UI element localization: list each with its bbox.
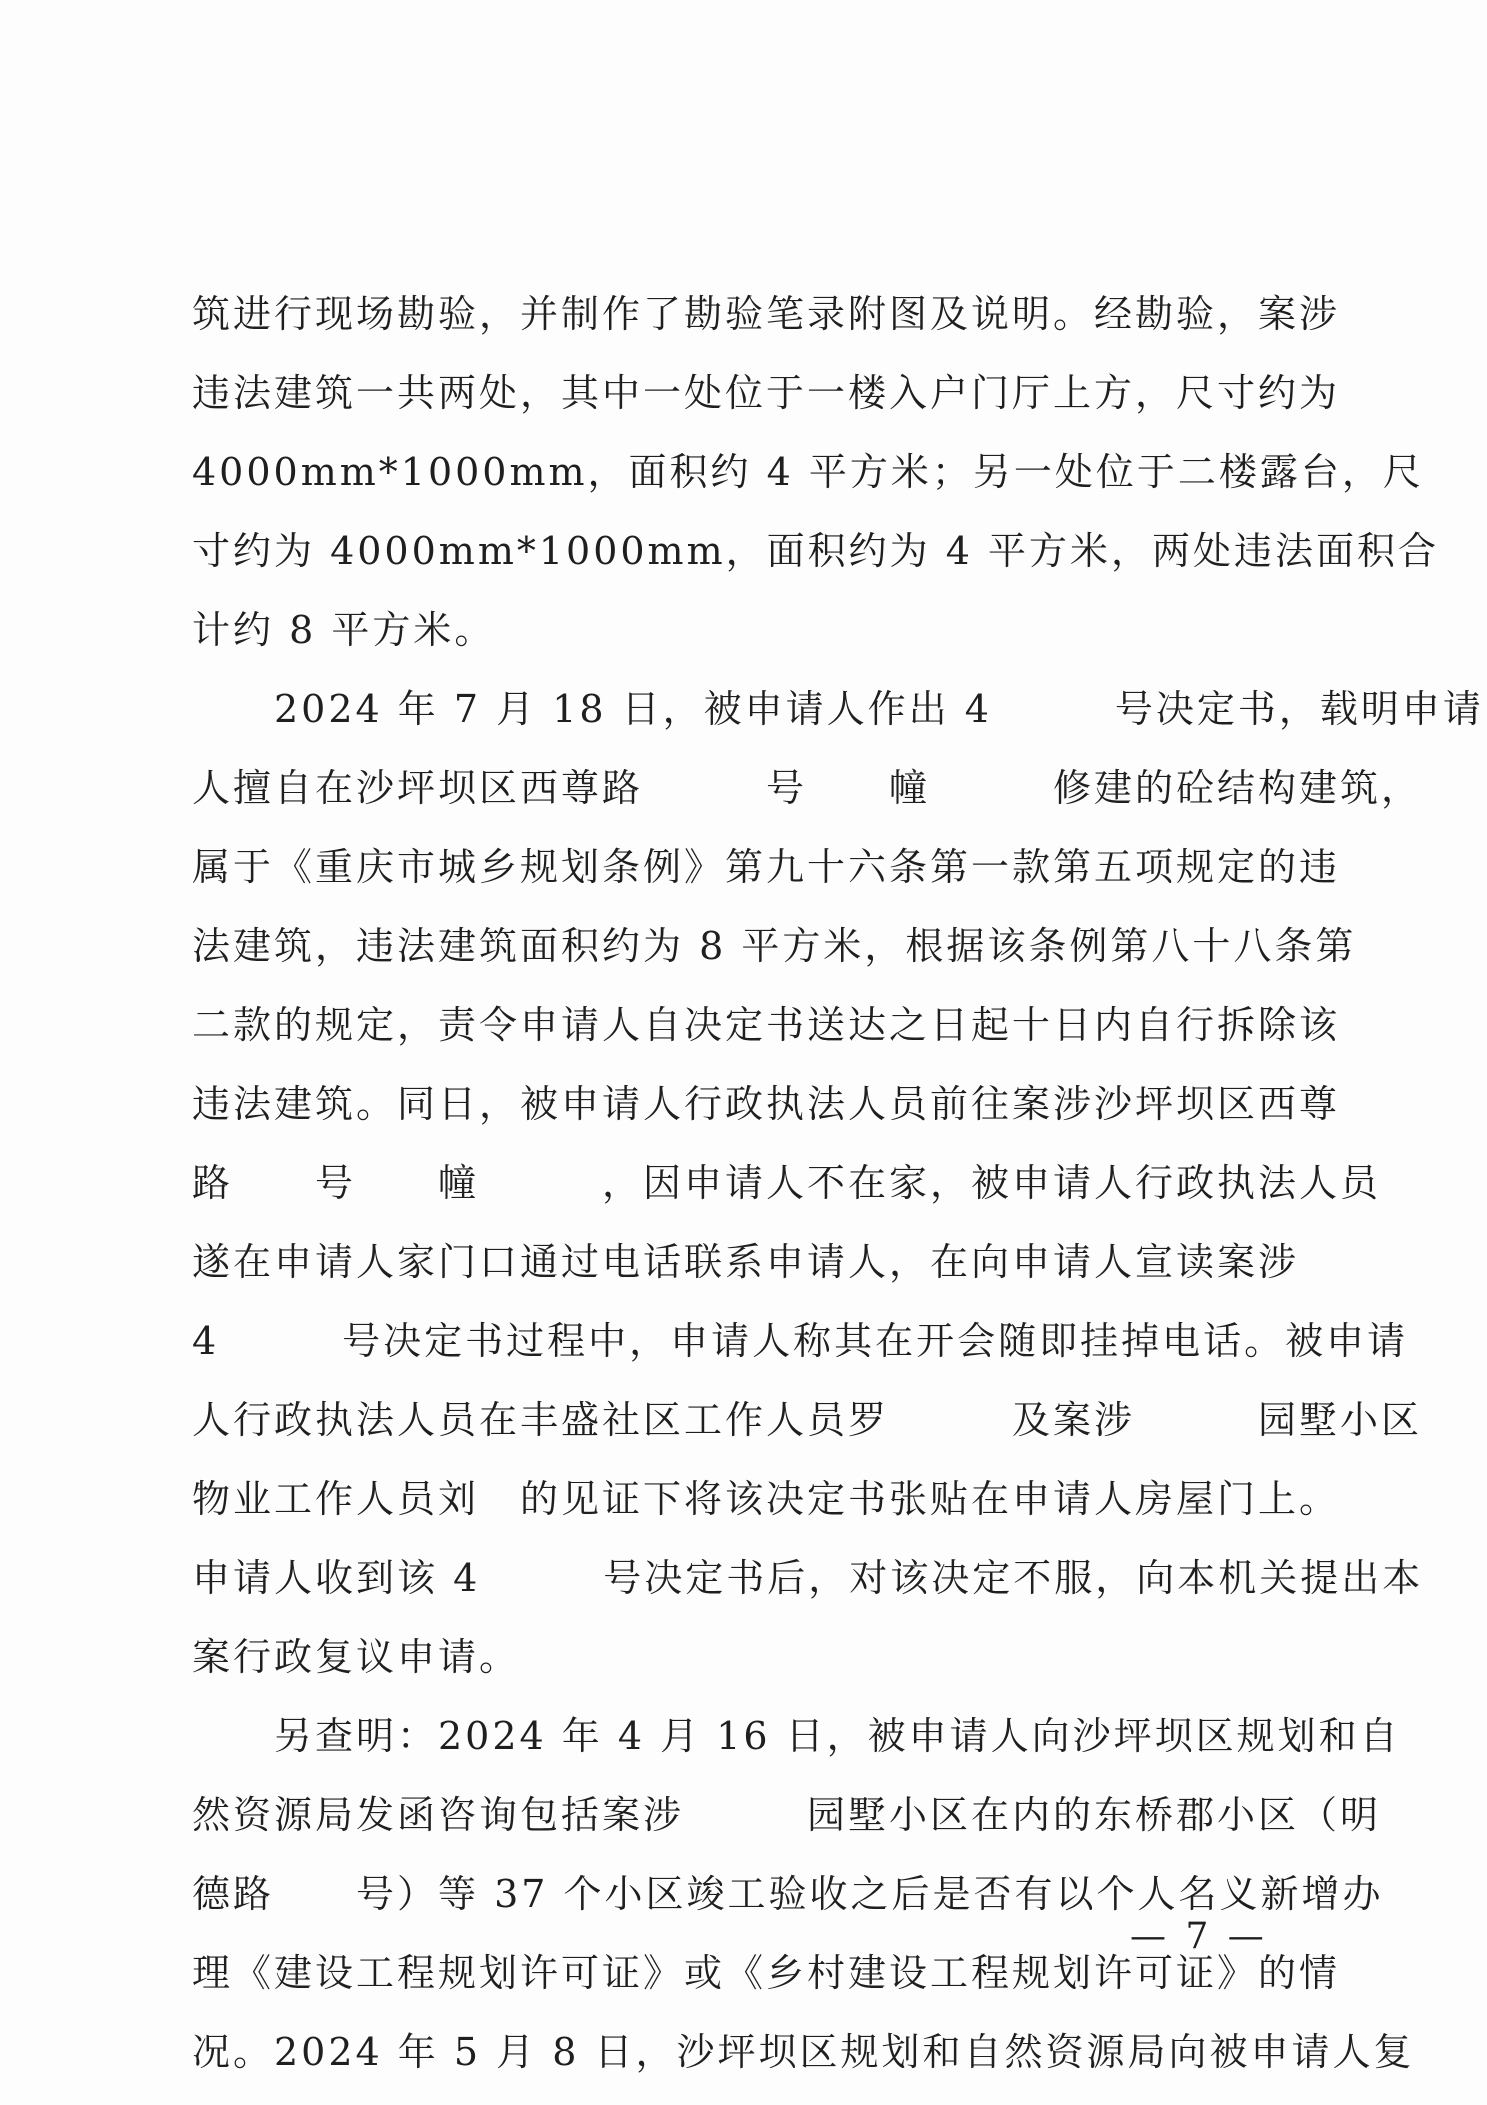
text-line: 属于《重庆市城乡规划条例》第九十六条第一款第五项规定的违 xyxy=(192,845,1341,889)
text-line: 2024 年 7 月 18 日，被申请人作出 4 号决定书，载明申请 xyxy=(192,687,1484,731)
text-line: 违法建筑。同日，被申请人行政执法人员前往案涉沙坪坝区西尊 xyxy=(192,1082,1341,1126)
text-line: 法建筑，违法建筑面积约为 8 平方米，根据该条例第八十八条第 xyxy=(192,924,1357,968)
text-line: 违法建筑一共两处，其中一处位于一楼入户门厅上方，尺寸约为 xyxy=(192,371,1341,415)
text-line: 另查明：2024 年 4 月 16 日，被申请人向沙坪坝区规划和自 xyxy=(192,1714,1401,1758)
text-line: 案行政复议申请。 xyxy=(192,1635,521,1679)
text-line: 况。2024 年 5 月 8 日，沙坪坝区规划和自然资源局向被申请人复 xyxy=(192,2030,1415,2074)
text-line: 理《建设工程规划许可证》或《乡村建设工程规划许可证》的情 xyxy=(192,1951,1341,1995)
text-line: 德路 号）等 37 个小区竣工验收之后是否有以个人名义新增办 xyxy=(192,1872,1384,1916)
text-line: 申请人收到该 4 号决定书后，对该决定不服，向本机关提出本 xyxy=(192,1556,1424,1600)
text-line: 寸约为 4000mm*1000mm，面积约为 4 平方米，两处违法面积合 xyxy=(192,529,1439,573)
text-line: 遂在申请人家门口通过电话联系申请人，在向申请人宣读案涉 xyxy=(192,1240,1300,1284)
page-number: — 7 — xyxy=(1130,1916,1268,1957)
text-line: 人行政执法人员在丰盛社区工作人员罗 及案涉 园墅小区 xyxy=(192,1398,1423,1442)
text-line: 筑进行现场勘验，并制作了勘验笔录附图及说明。经勘验，案涉 xyxy=(192,292,1341,336)
text-line: 路 号 幢 ，因申请人不在家，被申请人行政执法人员 xyxy=(192,1161,1382,1205)
text-line: 4 号决定书过程中，申请人称其在开会随即挂掉电话。被申请 xyxy=(192,1319,1409,1363)
text-line: 物业工作人员刘 的见证下将该决定书张贴在申请人房屋门上。 xyxy=(192,1477,1341,1521)
text-line: 人擅自在沙坪坝区西尊路 号 幢 修建的砼结构建筑， xyxy=(192,766,1423,810)
text-line: 4000mm*1000mm，面积约 4 平方米；另一处位于二楼露台，尺 xyxy=(192,450,1424,494)
text-line: 二款的规定，责令申请人自决定书送达之日起十日内自行拆除该 xyxy=(192,1003,1341,1047)
text-line: 然资源局发函咨询包括案涉 园墅小区在内的东桥郡小区（明 xyxy=(192,1793,1382,1837)
text-line: 计约 8 平方米。 xyxy=(192,608,496,652)
